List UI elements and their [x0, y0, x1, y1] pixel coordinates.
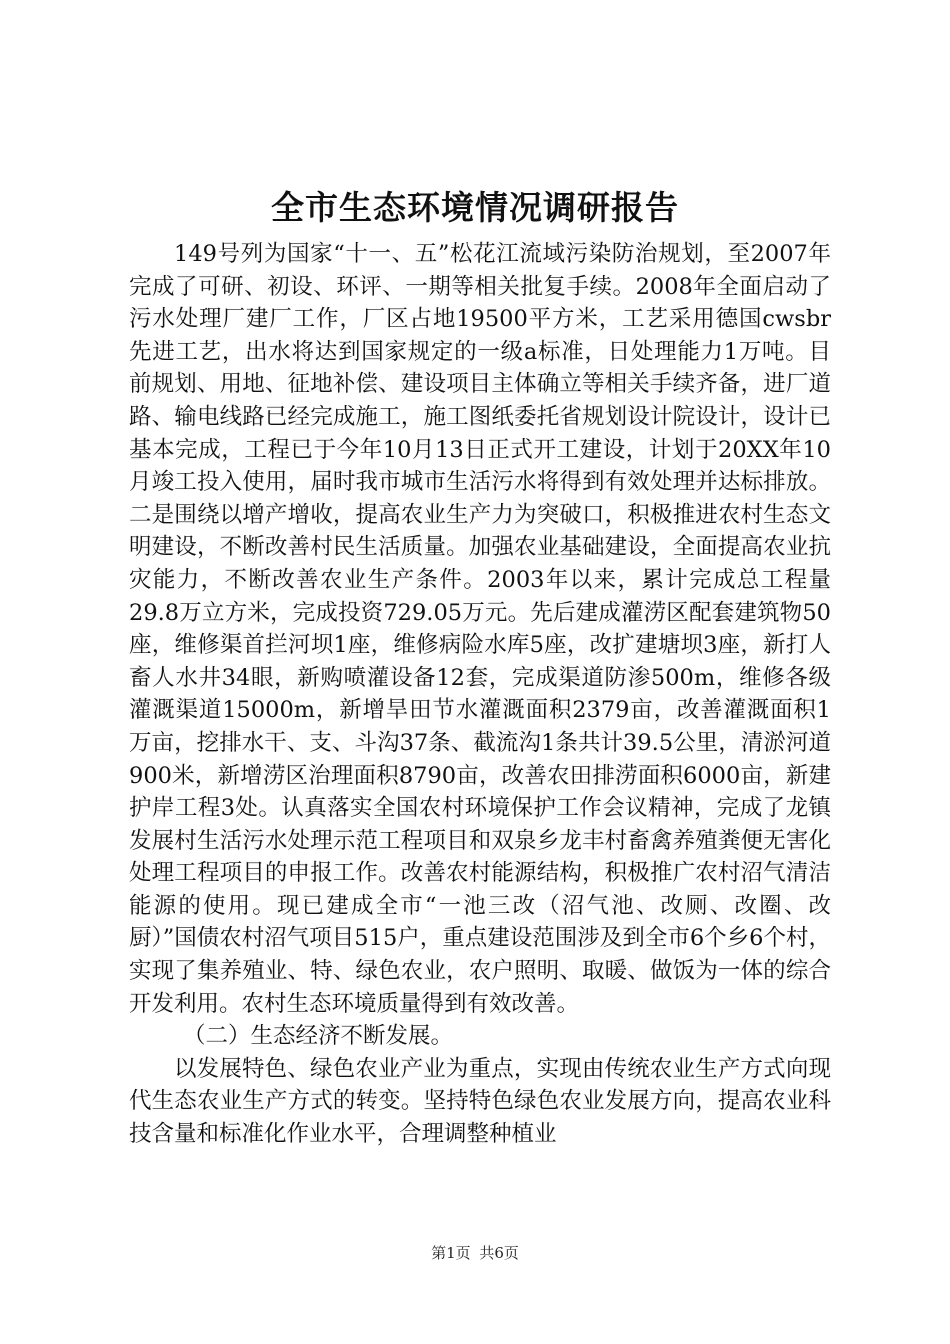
body-paragraph: 149号列为国家“十一、五”松花江流域污染防治规划，至2007年完成了可研、初设、环评、一期等相关批复手续。2008年全面启动了污水处理厂建厂工作，厂区占地19500平方米，工艺采用德国cwsbr先进工艺，出水将达到国家规定的一级a标准，日处理能力1万吨。目前规划、用地、征地补偿、建设项目主体确立等相关手续齐备，进厂道路、输电线路已经完成施工，施工图纸委托省规划设计院设计，设计已基本完成，工程已于今年10月13日正式开工建设，计划于20XX年10月竣工投入使用，届时我市城市生活污水将得到有效处理并达标排放。二是围绕以增产增收，提高农业生产力为突破口，积极推进农村生态文明建设，不断改善村民生活质量。加强农业基础建设，全面提高农业抗灾能力，不断改善农业生产条件。2003年以来，累计完成总工程量29.8万立方米，完成投资729.05万元。先后建成灌涝区配套建筑物50座，维修渠首拦河坝1座，维修病险水库5座，改扩建塘坝3座，新打人畜人水井34眼，新购喷灌设备12套，完成渠道防渗500m，维修各级灌溉渠道15000m，新增旱田节水灌溉面积2379亩，改善灌溉面积1万亩，挖排水干、支、斗沟37条、截流沟1条共计39.5公里，清淤河道900米，新增涝区治理面积8790亩，改善农田排涝面积6000亩，新建护岸工程3处。认真落实全国农村环境保护工作会议精神，完成了龙镇发展村生活污水处理示范工程项目和双泉乡龙丰村畜禽养殖粪便无害化处理工程项目的申报工作。改善农村能源结构，积极推广农村沼气清洁能源的使用。现已建成全市“一池三改（沼气池、改厕、改圈、改厨）”国债农村沼气项目515户，重点建设范围涉及到全市6个乡6个村，实现了集养殖业、特、绿色农业，农户照明、取暖、做饭为一体的综合开发利用。农村生态环境质量得到有效改善。 — [129, 241, 831, 1017]
body-paragraph: 以发展特色、绿色农业产业为重点，实现由传统农业生产方式向现代生态农业生产方式的转变。坚持特色绿色农业发展方向，提高农业科技含量和标准化作业水平，合理调整种植业 — [129, 1055, 831, 1148]
page-total: 共6页 — [479, 1244, 519, 1262]
page-footer — [0, 1243, 950, 1263]
section-heading: （二）生态经济不断发展。 — [183, 1023, 454, 1050]
document-body — [129, 238, 831, 1151]
document-title: 全市生态环境情况调研报告 — [271, 188, 679, 227]
page-number: 第1页 — [431, 1244, 471, 1262]
